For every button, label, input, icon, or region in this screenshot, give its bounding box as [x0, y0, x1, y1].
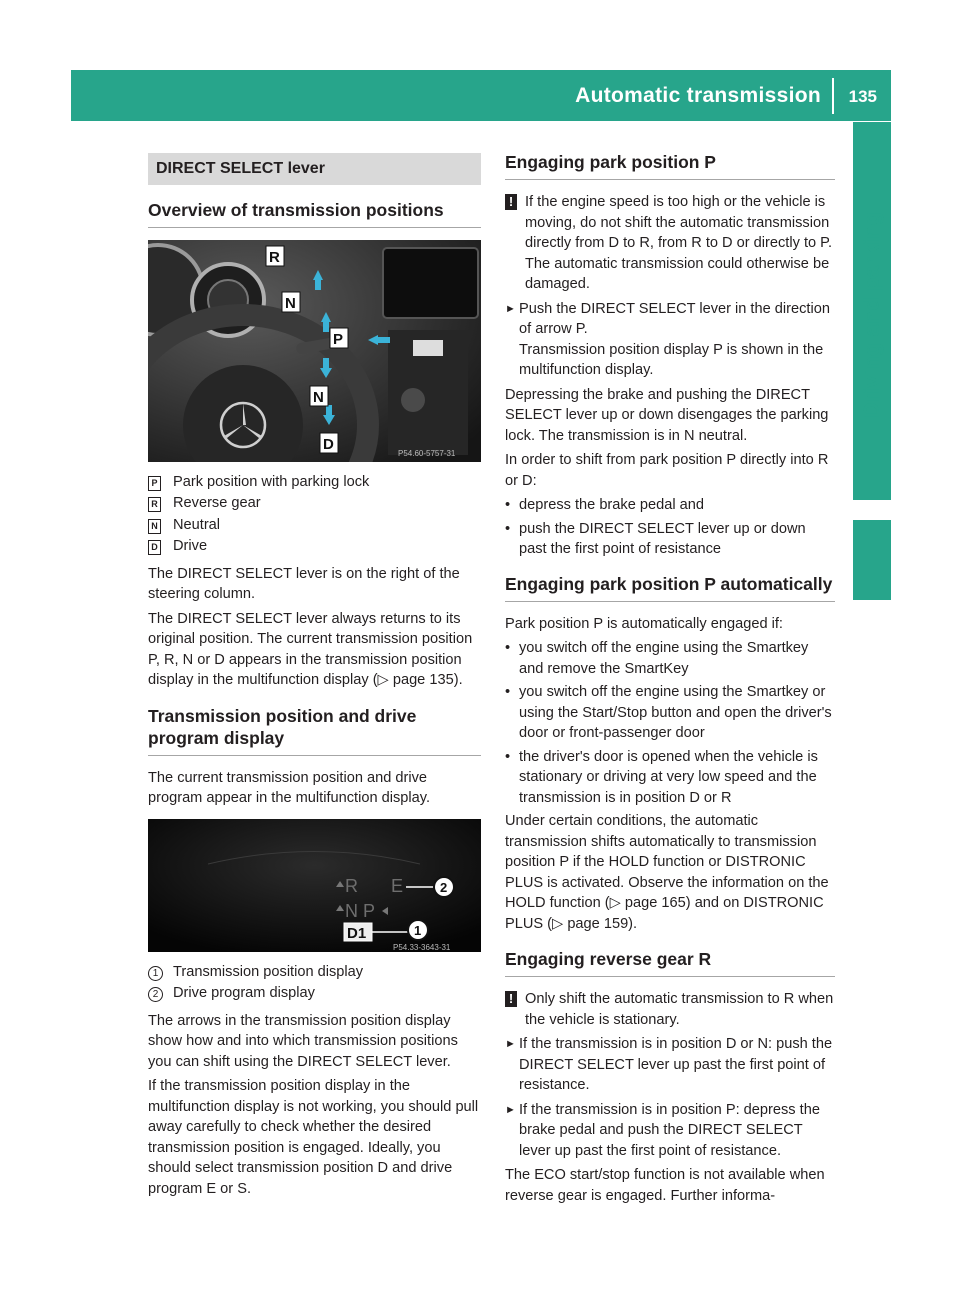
- step-arrow-icon: ►: [505, 1038, 516, 1050]
- step-item: ► If the transmission is in position D or N: push the DIRECT SELECT lever up past the first point of resistance.: [505, 1034, 835, 1096]
- warning-icon: !: [505, 194, 517, 210]
- fig-label-p: P: [333, 330, 344, 348]
- fig-label-n-lower: N: [313, 388, 324, 406]
- section-banner: DIRECT SELECT lever: [148, 153, 481, 185]
- fig2-callout-2: 2: [440, 879, 448, 895]
- paragraph: Under certain conditions, the automatic transmission shifts automatically to transmission position P if the HOLD function or DISTRONIC PLUS is activated. Observe the information on the HOLD function (▷ page 165) and on DISTRONIC PLUS (▷ page 159).: [505, 813, 829, 932]
- warning-icon: !: [505, 991, 517, 1007]
- header-divider: [832, 78, 834, 114]
- section-tab-marker: [853, 520, 891, 600]
- page-number: 135: [848, 87, 877, 106]
- heading-reverse: Engaging reverse gear R: [505, 948, 835, 977]
- warning-note: ! Only shift the automatic transmission to R when the vehicle is stationary.: [505, 989, 835, 1030]
- fig-label-n-upper: N: [285, 294, 296, 312]
- step-item: ► Push the DIRECT SELECT lever in the direction of arrow P. Transmission position display P is shown in the multifunction display.: [505, 299, 835, 381]
- legend-item: P Park position with parking lock: [148, 472, 481, 493]
- right-column: [505, 151, 835, 1210]
- paragraph: The ECO start/stop function is not available when reverse gear is engaged. Further informa-: [505, 1167, 825, 1204]
- paragraph: Depressing the brake and pushing the DIRECT SELECT lever up or down disengages the parking lock. The transmission is in N neutral.: [505, 386, 829, 444]
- bullet-item: • you switch off the engine using the Smartkey and remove the SmartKey: [505, 640, 809, 677]
- legend-item: 1 Transmission position display: [148, 962, 481, 983]
- steering-lever-figure: [148, 240, 481, 462]
- step-item: ► If the transmission is in position P: depress the brake pedal and push the DIRECT SELECT lever up past the first point of resistance.: [505, 1100, 835, 1162]
- paragraph: The DIRECT SELECT lever is on the right of the steering column.: [148, 565, 460, 602]
- step-arrow-icon: ►: [505, 302, 516, 315]
- fig-label-d: D: [323, 435, 334, 453]
- paragraph: Park position P is automatically engaged if:: [505, 615, 783, 632]
- heading-display: Transmission position and drive program display: [148, 705, 481, 756]
- heading-overview: Overview of transmission positions: [148, 199, 481, 228]
- fig-code: P54.60-5757-31: [398, 448, 456, 458]
- bullet-item: • you switch off the engine using the Smartkey or using the Start/Stop button and open the driver's door or front-passenger door: [505, 684, 832, 741]
- warning-note: ! If the engine speed is too high or the vehicle is moving, do not shift the automatic transmission directly from D to R, from R to D or directly to P. The automatic transmission could otherwise be damaged.: [505, 192, 835, 295]
- bullet-item: • the driver's door is opened when the vehicle is stationary or driving at very low speed and the transmission is in position D or R: [505, 748, 818, 806]
- header-title: Automatic transmission: [575, 84, 821, 107]
- page-header: [71, 70, 891, 121]
- paragraph: If the transmission position display in the multifunction display is not working, you should pull away carefully to check whether the desired transmission position is engaged. Ideally, you should select transmission position D and drive program E or S.: [148, 1078, 479, 1197]
- heading-park: Engaging park position P: [505, 151, 835, 180]
- bullet-item: • push the DIRECT SELECT lever up or down past the first point of resistance: [505, 520, 806, 557]
- legend-item: R Reverse gear: [148, 493, 481, 514]
- fig-label-r: R: [269, 248, 280, 266]
- legend-item: 2 Drive program display: [148, 983, 481, 1004]
- paragraph: In order to shift from park position P directly into R or D:: [505, 452, 829, 489]
- paragraph: The current transmission position and drive program appear in the multifunction display.: [148, 769, 431, 806]
- fig2-e: E: [391, 875, 404, 896]
- legend-item: D Drive: [148, 536, 481, 557]
- section-tab-label: Driving and parking: [859, 211, 884, 419]
- paragraph: The arrows in the transmission position display show how and into which transmission positions you can shift using the DIRECT SELECT lever.: [148, 1012, 458, 1070]
- heading-auto-park: Engaging park position P automatically: [505, 573, 835, 602]
- bullet-item: • depress the brake pedal and: [505, 497, 704, 513]
- fig2-r: R: [345, 875, 358, 896]
- step-arrow-icon: ►: [505, 1103, 516, 1116]
- fig2-code: P54.33-3643-31: [393, 942, 451, 952]
- display-figure: [148, 819, 481, 952]
- paragraph: The DIRECT SELECT lever always returns to its original position. The current transmission position P, R, N or D appears in the transmission position display in the multifunction display (▷ page 135).: [148, 610, 473, 688]
- legend-item: N Neutral: [148, 515, 481, 536]
- fig2-callout-1: 1: [414, 922, 422, 938]
- fig2-d1: D1: [347, 924, 367, 942]
- fig2-np: N P: [345, 900, 376, 921]
- left-column: [148, 151, 481, 1203]
